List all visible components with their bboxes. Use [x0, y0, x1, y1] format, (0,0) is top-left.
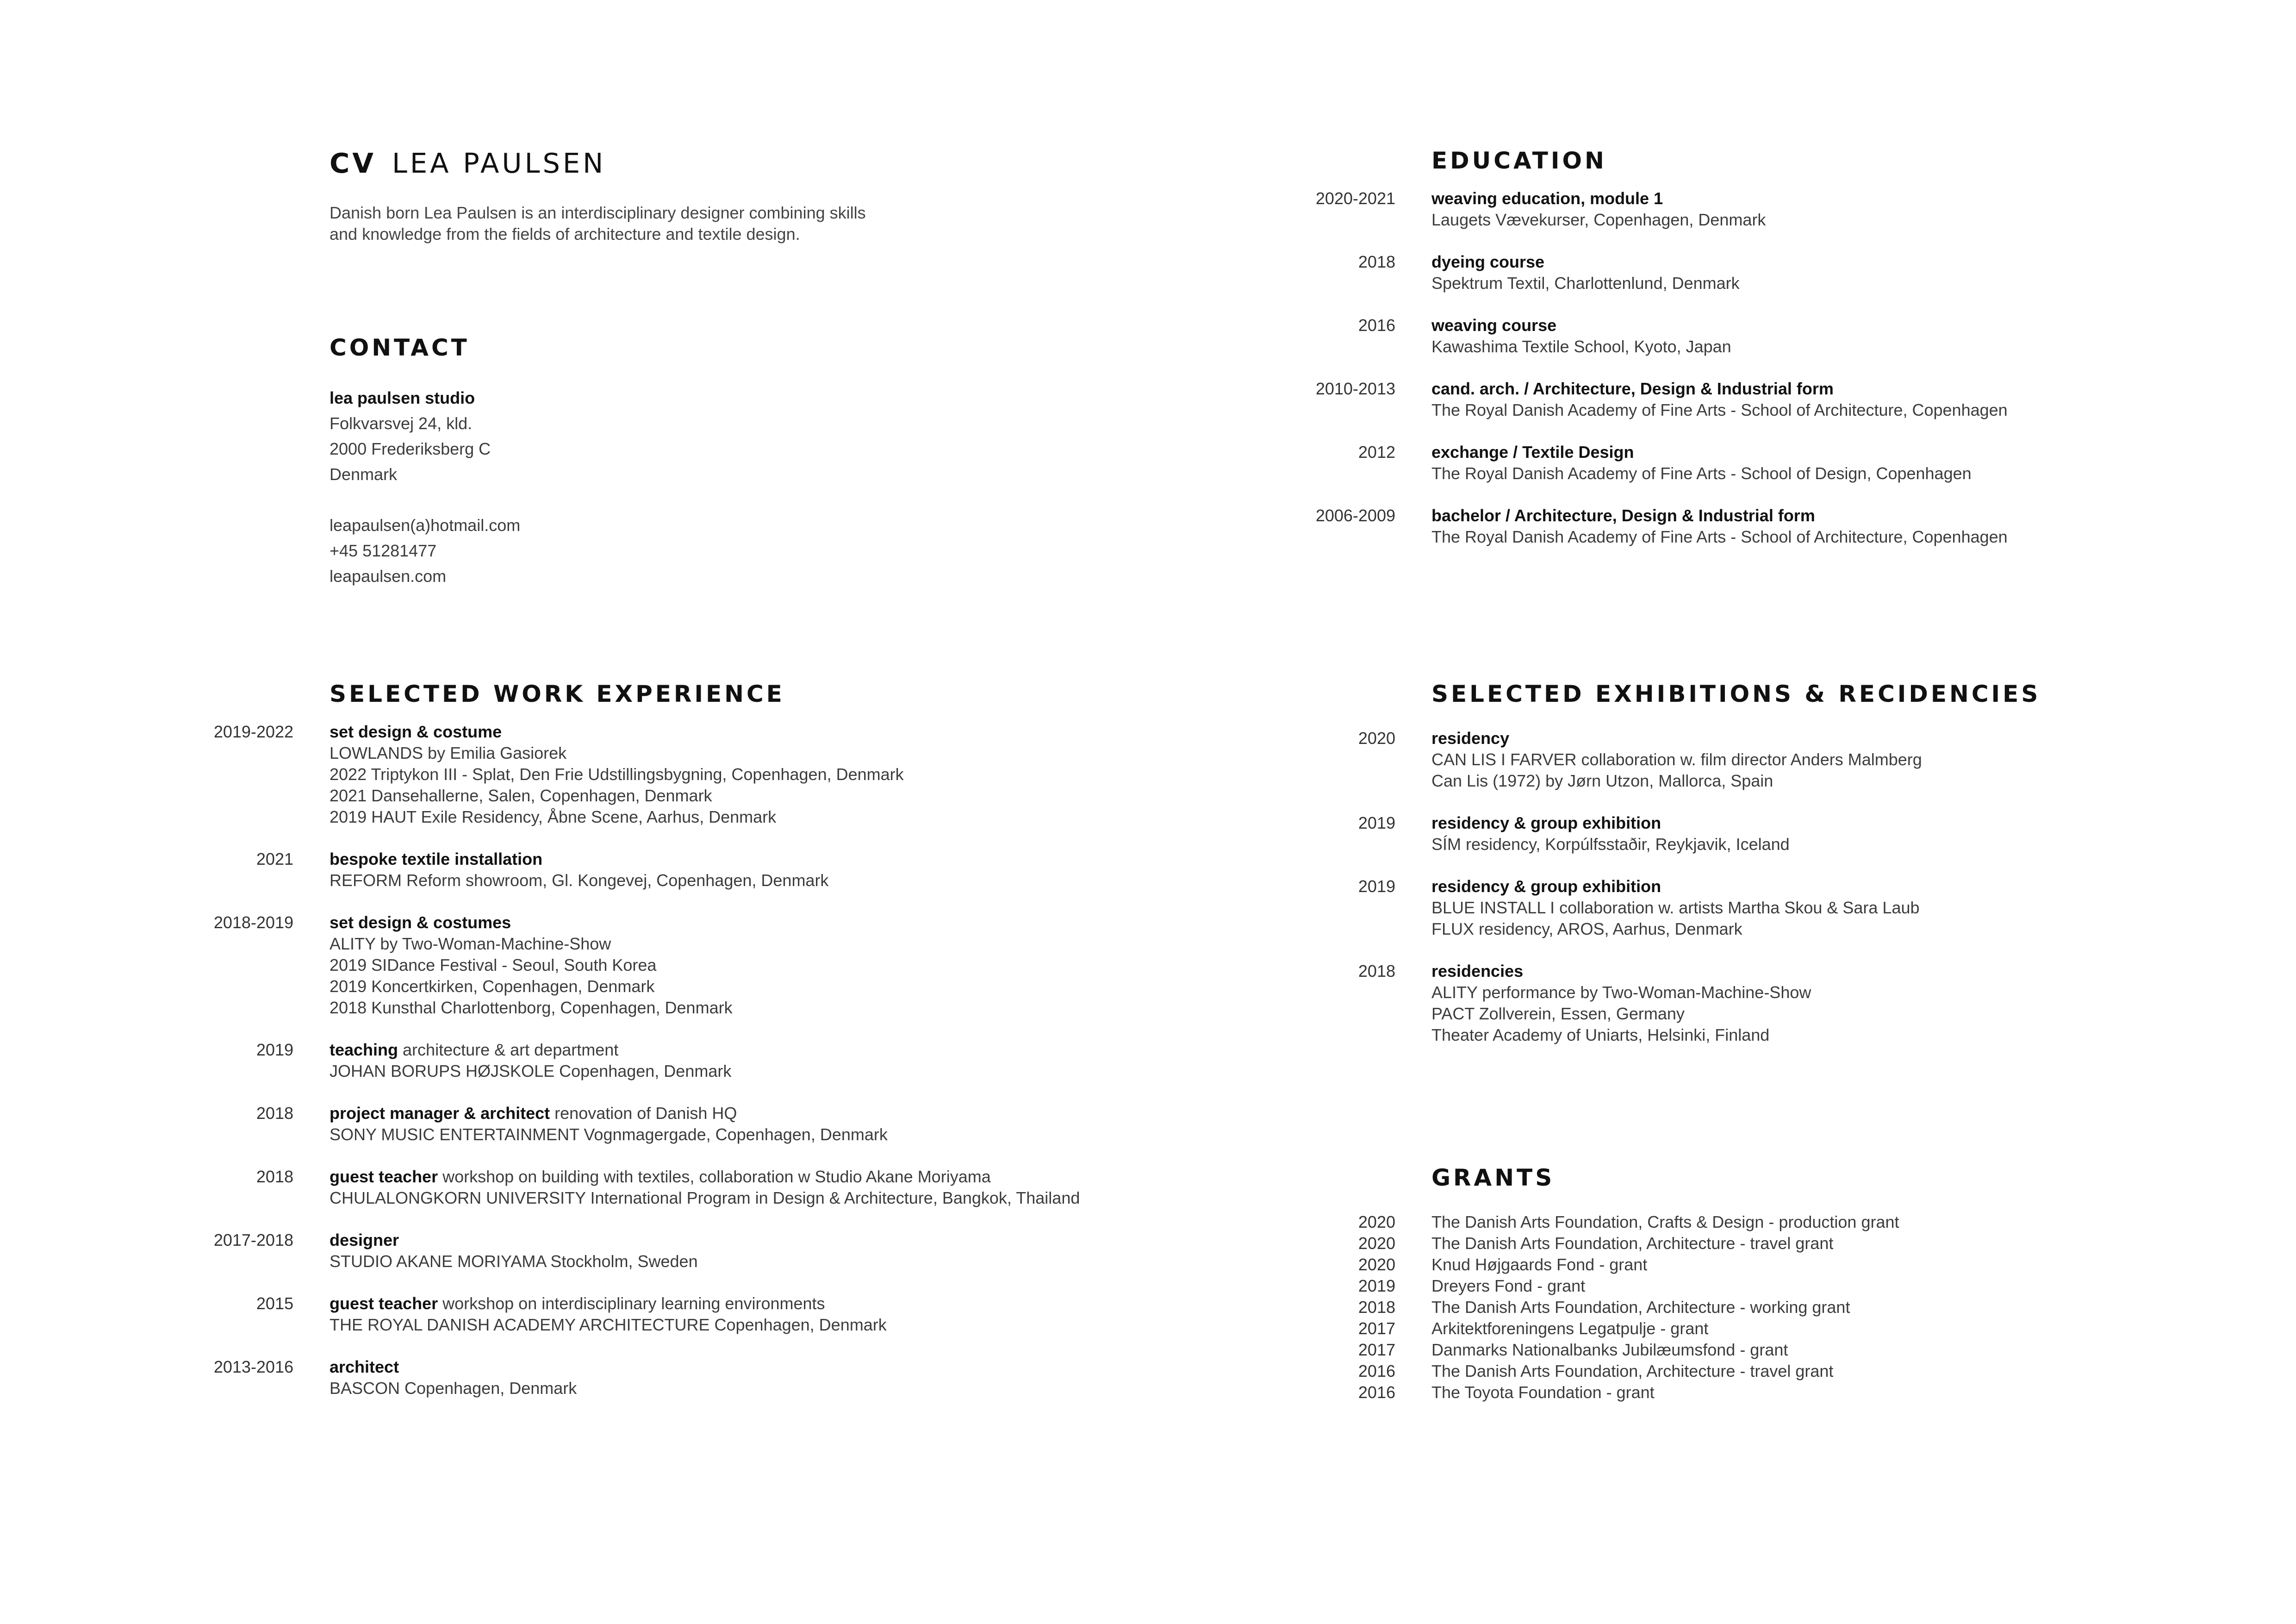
grant-row [1358, 1233, 1899, 1254]
grant-year: 2017 [1358, 1340, 1395, 1359]
entry-year: 2020 [1358, 729, 1395, 748]
cv-entry [256, 849, 1080, 891]
entry-title [1431, 378, 2008, 400]
entry-role: residency & group exhibition [1431, 813, 1661, 832]
entry-title [1431, 876, 2041, 897]
entry-title [330, 1103, 1080, 1124]
entry-year: 2018 [256, 1167, 293, 1186]
entry-line: 2019 Koncertkirken, Copenhagen, Denmark [330, 977, 655, 996]
work-section [213, 681, 1080, 1420]
entry-line: Spektrum Textil, Charlottenlund, Denmark [1431, 274, 1740, 293]
exhibitions-section [1358, 681, 2041, 1067]
person-name: LEA PAULSEN [392, 147, 606, 179]
entry-line: 2018 Kunsthal Charlottenborg, Copenhagen, Denmark [330, 998, 733, 1017]
cv-entry [1358, 315, 2008, 357]
entry-role: guest teacher [330, 1167, 438, 1186]
entry-role: cand. arch. / Architecture, Design & Industrial form [1431, 379, 1834, 398]
entry-title [1431, 188, 2008, 209]
entry-role: architect [330, 1357, 399, 1376]
page-title [330, 147, 866, 179]
grant-text: Arkitektforeningens Legatpulje - grant [1431, 1319, 1709, 1338]
address-street: Folkvarsvej 24, kld. [330, 414, 473, 433]
entry-year: 2018 [256, 1104, 293, 1123]
grant-year: 2018 [1358, 1298, 1395, 1317]
entry-title [330, 721, 1080, 743]
entry-year: 2019-2022 [213, 722, 293, 741]
entry-role-detail: architecture & art department [398, 1040, 619, 1059]
entry-line: SÍM residency, Korpúlfsstaðir, Reykjavik, Iceland [1431, 835, 1790, 854]
grant-text: The Danish Arts Foundation, Crafts & Design - production grant [1431, 1212, 1899, 1231]
work-list [213, 721, 1080, 1399]
grant-row [1358, 1361, 1899, 1382]
address-country: Denmark [330, 465, 398, 484]
entry-line: Kawashima Textile School, Kyoto, Japan [1431, 337, 1731, 356]
address-city: 2000 Frederiksberg C [330, 439, 491, 458]
grant-row [1358, 1318, 1899, 1339]
exhibitions-heading: SELECTED EXHIBITIONS & RECIDENCIES [1431, 681, 2041, 707]
cv-entry [256, 1166, 1080, 1209]
intro-text [330, 202, 866, 245]
education-heading: EDUCATION [1431, 147, 1607, 174]
grant-year: 2016 [1358, 1383, 1395, 1402]
grants-list [1358, 1212, 1899, 1403]
education-section [1315, 147, 2008, 568]
entry-year: 2020-2021 [1315, 189, 1395, 208]
cv-entry [256, 1103, 1080, 1145]
work-heading: SELECTED WORK EXPERIENCE [330, 681, 785, 707]
entry-role: residencies [1431, 962, 1524, 981]
entry-line: SONY MUSIC ENTERTAINMENT Vognmagergade, Copenhagen, Denmark [330, 1125, 888, 1144]
grant-text: Knud Højgaards Fond - grant [1431, 1255, 1648, 1274]
entry-role: bespoke textile installation [330, 849, 543, 868]
intro-line: Danish born Lea Paulsen is an interdisciplinary designer combining skills [330, 203, 866, 222]
grant-year: 2019 [1358, 1276, 1395, 1295]
grant-text: Danmarks Nationalbanks Jubilæumsfond - grant [1431, 1340, 1788, 1359]
cv-header [330, 147, 866, 245]
intro-line: and knowledge from the fields of architecture and textile design. [330, 225, 800, 244]
entry-line: BLUE INSTALL I collaboration w. artists Martha Skou & Sara Laub [1431, 898, 1920, 917]
website: leapaulsen.com [330, 567, 447, 586]
entry-line: 2022 Triptykon III - Splat, Den Frie Udstillingsbygning, Copenhagen, Denmark [330, 765, 904, 784]
entry-year: 2018 [1358, 962, 1395, 981]
entry-role: dyeing course [1431, 252, 1545, 271]
entry-title [1431, 505, 2008, 526]
entry-year: 2006-2009 [1315, 506, 1395, 525]
grant-text: The Danish Arts Foundation, Architecture - travel grant [1431, 1234, 1834, 1253]
entry-role-detail: workshop on interdisciplinary learning environments [438, 1294, 825, 1313]
entry-title [1431, 812, 2041, 834]
entry-title [330, 1166, 1080, 1187]
entry-line: CAN LIS I FARVER collaboration w. film director Anders Malmberg [1431, 750, 1922, 769]
contact-heading: CONTACT [330, 334, 470, 361]
entry-year: 2016 [1358, 316, 1395, 335]
entry-role: weaving education, module 1 [1431, 189, 1663, 208]
grant-row [1358, 1382, 1899, 1403]
cv-entry [1358, 251, 2008, 294]
grant-year: 2017 [1358, 1319, 1395, 1338]
entry-role: set design & costume [330, 722, 502, 741]
entry-role: exchange / Textile Design [1431, 443, 1634, 462]
grants-section [1358, 1164, 1899, 1403]
entry-title [330, 912, 1080, 933]
entry-role: guest teacher [330, 1294, 438, 1313]
entry-line: CHULALONGKORN UNIVERSITY International Program in Design & Architecture, Bangkok, Thailand [330, 1188, 1080, 1207]
entry-year: 2015 [256, 1294, 293, 1313]
entry-line: Can Lis (1972) by Jørn Utzon, Mallorca, Spain [1431, 771, 1773, 790]
entry-line: ALITY performance by Two-Woman-Machine-Show [1431, 983, 1811, 1002]
cv-entry [1315, 505, 2008, 548]
entry-title [1431, 442, 2008, 463]
entry-line: ALITY by Two-Woman-Machine-Show [330, 934, 611, 953]
entry-line: JOHAN BORUPS HØJSKOLE Copenhagen, Denmark [330, 1062, 732, 1081]
entry-line: STUDIO AKANE MORIYAMA Stockholm, Sweden [330, 1252, 698, 1271]
email: leapaulsen(a)hotmail.com [330, 516, 521, 535]
entry-year: 2019 [1358, 877, 1395, 896]
entry-title [1431, 961, 2041, 982]
grant-text: The Danish Arts Foundation, Architecture - travel grant [1431, 1362, 1834, 1380]
entry-line: The Royal Danish Academy of Fine Arts - School of Design, Copenhagen [1431, 464, 1972, 483]
entry-title [330, 1230, 1080, 1251]
entry-role-detail: workshop on building with textiles, collaboration w Studio Akane Moriyama [438, 1167, 991, 1186]
entry-year: 2013-2016 [213, 1357, 293, 1376]
grant-year: 2016 [1358, 1362, 1395, 1380]
exhibitions-list [1358, 728, 2041, 1046]
education-list [1315, 188, 2008, 548]
entry-line: BASCON Copenhagen, Denmark [330, 1379, 577, 1398]
studio-name: lea paulsen studio [330, 388, 475, 407]
cv-entry [1358, 961, 2041, 1046]
entry-year: 2019 [1358, 813, 1395, 832]
cv-entry [1358, 442, 2008, 484]
entry-line: FLUX residency, AROS, Aarhus, Denmark [1431, 919, 1742, 938]
phone: +45 51281477 [330, 541, 437, 560]
grant-row [1358, 1297, 1899, 1318]
cv-entry [1315, 188, 2008, 231]
grant-row [1358, 1254, 1899, 1275]
grant-year: 2020 [1358, 1255, 1395, 1274]
entry-title [1431, 315, 2008, 336]
entry-title [330, 849, 1080, 870]
cv-entry [256, 1293, 1080, 1336]
entry-line: Laugets Vævekurser, Copenhagen, Denmark [1431, 210, 1766, 229]
cv-entry [213, 1356, 1080, 1399]
entry-year: 2018-2019 [213, 913, 293, 932]
cv-entry [1358, 728, 2041, 792]
entry-line: The Royal Danish Academy of Fine Arts - School of Architecture, Copenhagen [1431, 527, 2008, 546]
grant-text: The Danish Arts Foundation, Architecture - working grant [1431, 1298, 1850, 1317]
contact-section [330, 334, 520, 589]
cv-entry [256, 1039, 1080, 1082]
entry-title [330, 1356, 1080, 1378]
cv-label: CV [330, 147, 376, 179]
grant-year: 2020 [1358, 1212, 1395, 1231]
entry-role: residency [1431, 729, 1510, 748]
grant-text: The Toyota Foundation - grant [1431, 1383, 1655, 1402]
cv-entry [213, 912, 1080, 1018]
entry-year: 2010-2013 [1315, 379, 1395, 398]
entry-title [330, 1293, 1080, 1314]
entry-line: REFORM Reform showroom, Gl. Kongevej, Copenhagen, Denmark [330, 871, 829, 890]
entry-year: 2021 [256, 849, 293, 868]
cv-entry [1358, 876, 2041, 940]
entry-line: Theater Academy of Uniarts, Helsinki, Finland [1431, 1025, 1770, 1044]
entry-title [1431, 728, 2041, 749]
entry-role: project manager & architect [330, 1104, 550, 1123]
entry-year: 2019 [256, 1040, 293, 1059]
grants-heading: GRANTS [1431, 1164, 1555, 1191]
entry-line: 2019 HAUT Exile Residency, Åbne Scene, Aarhus, Denmark [330, 807, 777, 826]
cv-entry [213, 1230, 1080, 1272]
cv-entry [1358, 812, 2041, 855]
grant-row [1358, 1275, 1899, 1297]
entry-line: PACT Zollverein, Essen, Germany [1431, 1004, 1685, 1023]
grant-text: Dreyers Fond - grant [1431, 1276, 1586, 1295]
grant-row [1358, 1212, 1899, 1233]
entry-year: 2012 [1358, 443, 1395, 462]
entry-line: 2021 Dansehallerne, Salen, Copenhagen, Denmark [330, 786, 712, 805]
entry-role: teaching [330, 1040, 398, 1059]
entry-role: residency & group exhibition [1431, 877, 1661, 896]
entry-role: set design & costumes [330, 913, 511, 932]
entry-role: designer [330, 1230, 399, 1249]
entry-line: 2019 SIDance Festival - Seoul, South Korea [330, 956, 657, 974]
entry-role-detail: renovation of Danish HQ [550, 1104, 737, 1123]
entry-title [330, 1039, 1080, 1061]
grant-year: 2020 [1358, 1234, 1395, 1253]
cv-entry [1315, 378, 2008, 421]
entry-role: bachelor / Architecture, Design & Industrial form [1431, 506, 1815, 525]
cv-entry [213, 721, 1080, 828]
entry-line: The Royal Danish Academy of Fine Arts - School of Architecture, Copenhagen [1431, 400, 2008, 419]
entry-title [1431, 251, 2008, 273]
entry-role: weaving course [1431, 316, 1557, 335]
entry-year: 2018 [1358, 252, 1395, 271]
entry-line: THE ROYAL DANISH ACADEMY ARCHITECTURE Copenhagen, Denmark [330, 1315, 887, 1334]
entry-line: LOWLANDS by Emilia Gasiorek [330, 743, 567, 762]
entry-year: 2017-2018 [213, 1230, 293, 1249]
grant-row [1358, 1339, 1899, 1361]
